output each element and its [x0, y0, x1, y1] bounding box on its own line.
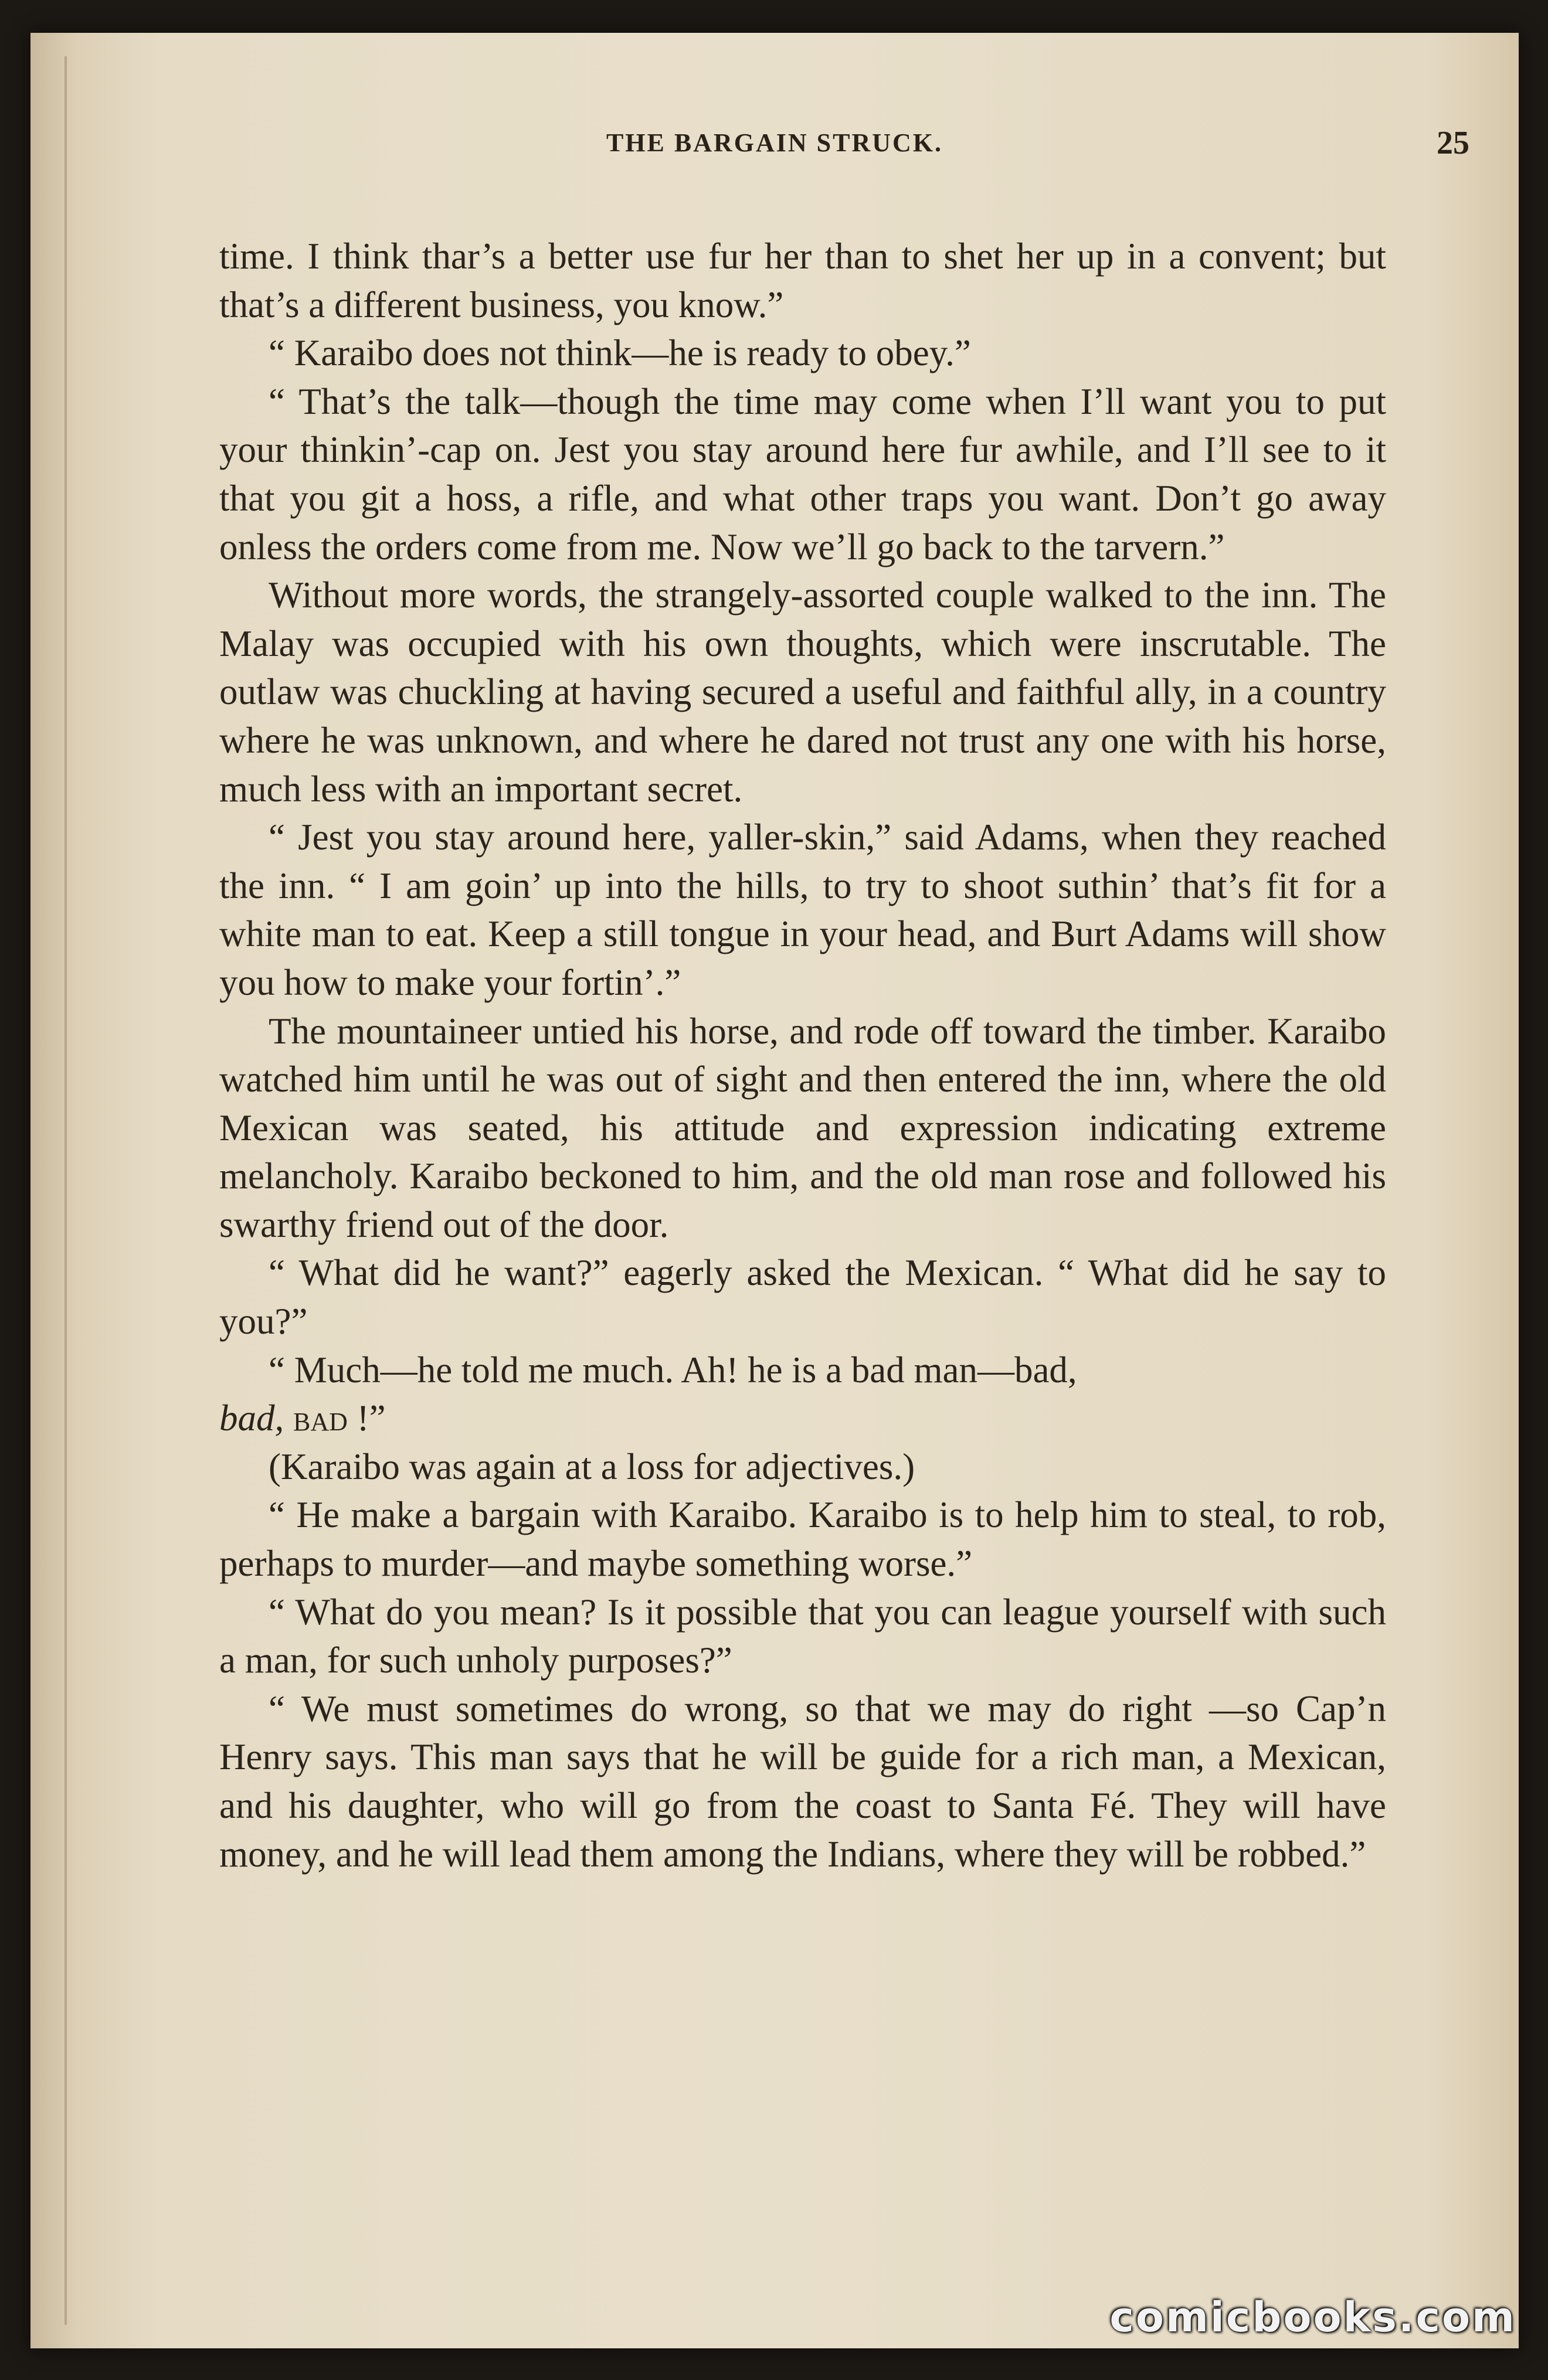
paragraph: “ What did he want?” eagerly asked the Mexican. “ What did he say to you?” — [219, 1252, 1386, 1342]
paragraph: “ What do you mean? Is it possible that you can league yourself with such a man, for such unholy purposes?” — [219, 1591, 1386, 1681]
paragraph: time. I think thar’s a better use fur her than to shet her up in a convent; but that’s a different business, you know.” — [219, 236, 1386, 325]
paragraph: The mountaineer untied his horse, and rode off toward the timber. Karaibo watched him until he was out of sight and then entered the inn, where the old Mexican was seated, his attitude and expression indicating extreme melancholy. Karaibo beckoned to him, and the old man rose and followed his swarthy friend out of the door. — [219, 1010, 1386, 1245]
watermark: comicbooks.com — [1109, 2293, 1516, 2341]
body-text — [219, 232, 1386, 1878]
paragraph-continuation — [219, 1394, 1386, 1443]
paragraph: “ Karaibo does not think—he is ready to obey.” — [269, 332, 971, 374]
paragraph: “ He make a bargain with Karaibo. Karaibo is to help him to steal, to rob, perhaps to murder—and maybe something worse.” — [219, 1494, 1386, 1585]
book-page — [30, 33, 1519, 2348]
paragraph: “ Jest you stay around here, yaller-skin,” said Adams, when they reached the inn. “ I am goin’ up into the hills, to try to shoot suthin’ that’s fit for a white man to eat. Keep a still tongue in your head, and Burt Adams will show you how to make your fortin’.” — [219, 817, 1386, 1003]
paragraph: Without more words, the strangely-assorted couple walked to the inn. The Malay was occupied with his own thoughts, which were inscrutable. The outlaw was chuckling at having secured a useful and faithful ally, in a country where he was unknown, and where he dared not trust any one with his horse, much less with an important secret. — [219, 574, 1386, 810]
closing-quote: !” — [347, 1398, 386, 1439]
paragraph: “ That’s the talk—though the time may come when I’ll want you to put your thinkin’-cap on. Jest you stay around here fur awhile, and I’ll see to it that you git a hoss, a rifle, and what other traps you want. Don’t go away onless the orders come from me. Now we’ll go back to the tarvern.” — [219, 380, 1386, 567]
paragraph: “ Much—he told me much. Ah! he is a bad man—bad, — [269, 1349, 1077, 1390]
paragraph: (Karaibo was again at a loss for adjectives.) — [269, 1446, 915, 1487]
italic-word: bad, — [219, 1398, 284, 1439]
page-header — [30, 120, 1519, 166]
small-caps-word: bad — [293, 1398, 348, 1439]
page-gutter — [64, 56, 67, 2325]
paragraph: “ We must sometimes do wrong, so that we may do right —so Cap’n Henry says. This man says that he will be guide for a rich man, a Mexican, and his daughter, who will go from the coast to Santa Fé. They will have money, and he will lead them among the Indians, where they will be robbed.” — [219, 1688, 1386, 1875]
page-number: 25 — [1437, 125, 1469, 161]
running-head: THE BARGAIN STRUCK. — [606, 128, 943, 157]
